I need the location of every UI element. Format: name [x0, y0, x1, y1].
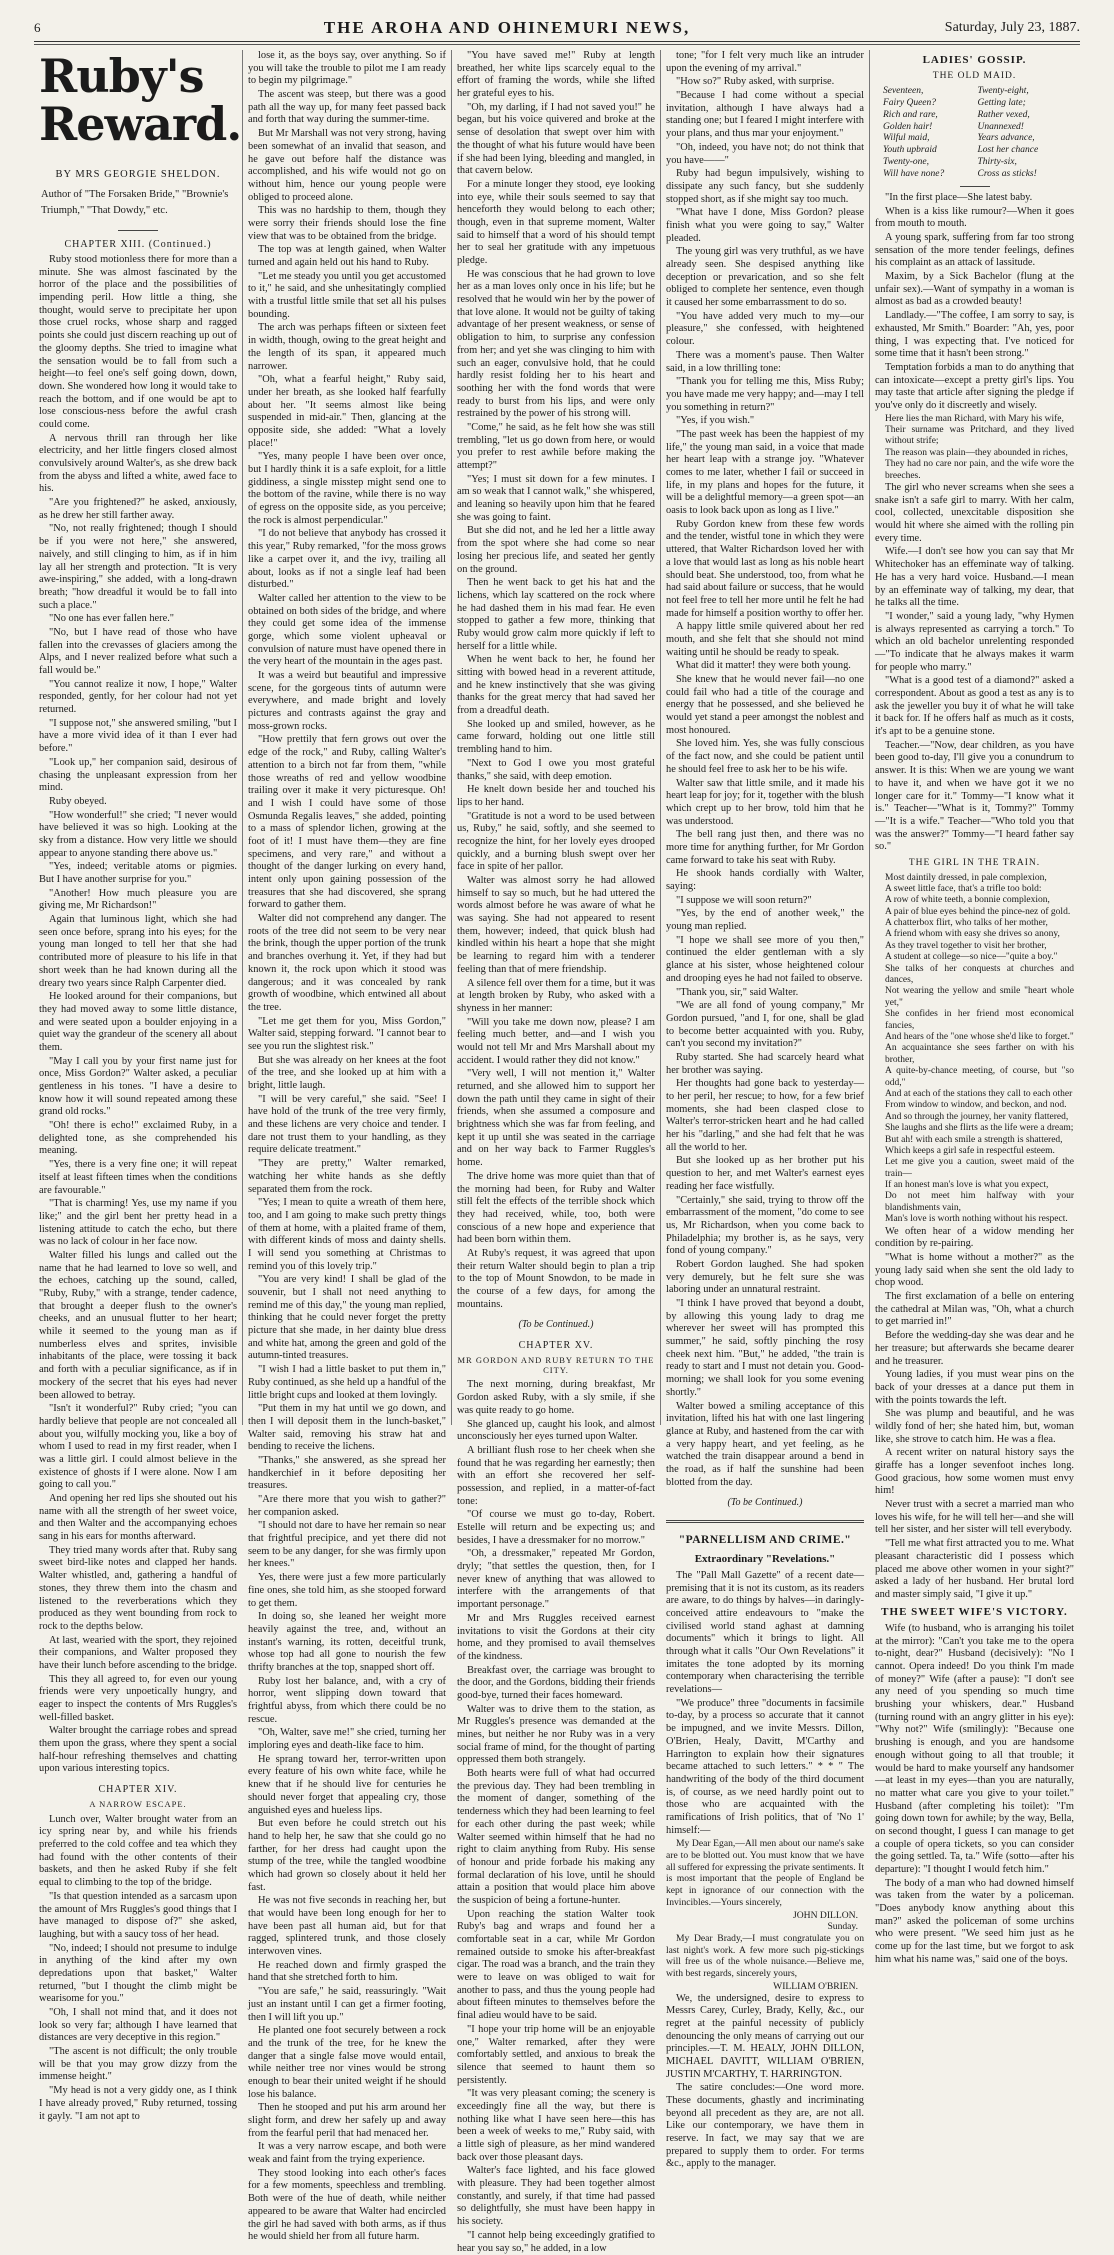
- verse-line: And so through the journey, her vanity flattered,: [885, 1111, 1069, 1122]
- paragraph: "Certainly," she said, trying to throw off the embarrassment of the moment, "do come to see us, Mr Richardson, when you come back to Philadelphia; my brother is, as he says, very fond of young company.": [666, 1194, 864, 1257]
- paragraph: When is a kiss like rumour?—When it goes from mouth to mouth.: [875, 205, 1074, 230]
- paragraph: "Yes, indeed; veritable atoms or pigmies. But I have another surprise for you.": [39, 861, 237, 886]
- paragraph: She was plump and beautiful, and he was wildly fond of her; she hated him, but, woman like, she strove to catch him. He was a flea.: [875, 1408, 1074, 1445]
- verse-line: Getting late;: [977, 97, 1026, 108]
- paragraph: "You are very kind! I shall be glad of the souvenir, but I shall not need anything to remind me of this day," the young man replied, thinking that he could never forget the pretty picture that she made, in her dainty blue dress and white hat, among the green and gold of the autumn-tinted treasures.: [248, 1274, 446, 1362]
- paragraph: "Yes, by the end of another week," the young man replied.: [666, 908, 864, 933]
- paragraph: Again that luminous light, which she had seen once before, sprang into his eyes; for the young man longed to tell her that she had contributed more of pleasure to his life in that short week than he had known during all the dreary two years since Ralph Carpenter died.: [39, 914, 237, 989]
- paragraph: At Ruby's request, it was agreed that upon their return Walter should begin to plan a trip to the top of Mount Snowdon, to be made in the course of a few days, for among the mountains.: [457, 1247, 655, 1310]
- paragraph: "Is that question intended as a sarcasm upon the amount of Mrs Ruggles's good things that I have managed to dispose of?" she asked, laughing, but with a saucy toss of her head.: [39, 1890, 237, 1940]
- verse-line: Here lies the man Richard, with Mary his wife,: [885, 413, 1064, 424]
- paragraph: But she did not, and he led her a little away from the spot where she had come so near losing her precious life, and seated her gently on the ground.: [457, 525, 655, 575]
- verse-line: If an honest man's love is what you expect,: [885, 1180, 1049, 1191]
- verse-line: And at each of the stations they call to each other: [885, 1088, 1073, 1099]
- paragraph: A happy little smile quivered about her red mouth, and she felt that she should not mind waiting until he should be ready to speak.: [666, 621, 864, 658]
- letter-text: My Dear Brady,—I must congratulate you on last night's work. A few more such pig-stickings will free us of the whole nuisance.—Believe me, with best regards, sincerely yours,: [666, 1932, 864, 1980]
- verse-line: Golden hair!: [883, 121, 933, 132]
- chapter-heading: CHAPTER XIII. (Continued.): [64, 238, 212, 250]
- paragraph: The drive home was more quiet than that of the morning had been, for Ruby and Walter still felt the effects of the terrible shock which they had received, while, too, both were conscious of a new hope and experience that had been born within them.: [457, 1170, 655, 1246]
- header-rule: [34, 44, 1080, 45]
- paragraph: Mr and Mrs Ruggles received earnest invitations to visit the Gordons at their city home, and they promised to avail themselves of the kindness.: [457, 1612, 655, 1662]
- paragraph: The ascent was steep, but there was a good path all the way up, for many feet passed back and forth that way during the summer-time.: [248, 89, 446, 126]
- paragraph: "Because I had come without a special invitation, although I have always had a standing one; but I feared I might interfere with your plans, and thus mar your enjoyment.": [666, 90, 864, 140]
- paragraph: The body of a man who had downed himself was taken from the water by a policeman. "Does anybody know anything about this man?" asked the policeman of some urchins who were present. "We seed him just as he come up for the last time, but we forgot to ask him what his name was," said one of the boys.: [875, 1877, 1074, 1965]
- verse-line: Fairy Queen?: [883, 97, 937, 108]
- paragraph: Walter's face lighted, and his face glowed with pleasure. They had been together almost constantly, and surely, if that time had passed so delightfully, she must have been happy in his society.: [457, 2165, 655, 2228]
- paragraph: This they all agreed to, for even our young friends were very unpoetically hungry, and eager to inspect the contents of Mrs Ruggles's well-filled basket.: [39, 1673, 237, 1723]
- paragraph: Ruby Gordon knew from these few words and the tender, wistful tone in which they were uttered, that Walter Richardson loved her with a love that would last as long as his noble heart should beat. She understood, too, from what he had said about failure or success, that he would not feel free to tell her more until he felt he had made for himself a position worthy to offer her.: [666, 518, 864, 619]
- paragraph: "I wish I had a little basket to put them in," Ruby continued, as she held up a handful of the little bright cups and looked at them lovingly.: [248, 1364, 446, 1401]
- paragraph: "The past week has been the happiest of my life," the young man said, in a voice that made her heart leap with a strange joy. "Whatever comes to me later, whether I fail or succeed in life, in my plans and hopes for the future, it will be a delightful memory—a green spot—an oasis to look back upon as long as I live.": [666, 428, 864, 517]
- paragraph: What did it matter! they were both young.: [676, 660, 851, 672]
- paragraph: But she was already on her knees at the foot of the tree, and she looked up at him with a bright, little laugh.: [248, 1054, 446, 1091]
- article-body: [666, 1993, 864, 2172]
- paragraph: Walter saw that little smile, and it made his heart leap for joy; for it, together with the blush which crept up to her brow, told him that he was understood.: [666, 777, 864, 827]
- paragraph: Upon reaching the station Walter took Ruby's bag and wraps and found her a comfortable seat in a car, while Mr Gordon remained outside to smoke his after-breakfast cigar. The road was a branch, and the train they were to leave on was obliged to wait for another to pass, and thus the young people had about fifteen minutes to themselves before the final adieu would have to be said.: [457, 1908, 655, 2022]
- paragraph: Teacher.—"Now, dear children, as you have been good to-day, I'll give you a conundrum to answer. It is this: When we are young we want to have it, and when we have got it we no longer care for it." Tommy—"I know what it is." Teacher—"What is it, Tommy?" Tommy—"It is a wife." Teacher—"Who told you that was the answer?" Tommy—"I heard father say so.": [875, 739, 1074, 853]
- to-be-continued: (To be Continued.): [727, 1497, 803, 1509]
- paragraph: He reached down and firmly grasped the hand that she stretched forth to him.: [248, 1959, 446, 1984]
- paragraph: "Yes, if you wish.": [676, 415, 755, 427]
- paragraph: It was a weird but beautiful and impressive scene, for the gorgeous tints of autumn were everywhere, and made bright and lovely pictures and contrasts against the gray and moss-grown rocks.: [248, 670, 446, 732]
- paragraph: "Let me get them for you, Miss Gordon," Walter said, stepping forward. "I cannot bear to see you run the slightest risk.": [248, 1015, 446, 1052]
- paragraph: Ruby lost her balance, and, with a cry of horror, went slipping down toward that frightful abyss, from which there could be no rescue.: [248, 1675, 446, 1725]
- paragraph: "Another! How much pleasure you are giving me, Mr Richardson!": [39, 887, 237, 912]
- article-body: [666, 1570, 864, 1837]
- paragraph: Breakfast over, the carriage was brought to the door, and the Gordons, bidding their friends good-bye, turned their faces homeward.: [457, 1664, 655, 1701]
- to-be-continued: (To be Continued.): [518, 1319, 594, 1331]
- paragraph: "Isn't it wonderful?" Ruby cried; "you can hardly believe that people are not concealed all about you, wilfully mocking you, like a boy of whom I used to read in my first reader, when I was a little girl. I could almost believe in the existence of ghosts if I were alone. Now I am going to call you.": [39, 1403, 237, 1491]
- paragraph: "Of course we must go to-day, Robert. Estelle will return and be expecting us; and besides, I have a dressmaker for no morrow.": [457, 1509, 655, 1546]
- paragraph: Walter was almost sorry he had allowed himself to say so much, but he had uttered the words almost before he was aware of what he was saying. She had not appeared to resent them, however; indeed, that quick blush had kindled within his heart a hope that she might be learning to regard him with a tenderer feeling than that of mere friendship.: [457, 875, 655, 975]
- paragraph: We often hear of a widow mending her condition by re-pairing.: [875, 1225, 1074, 1250]
- story-body: [666, 50, 864, 1489]
- paragraph: "No one has ever fallen here.": [49, 613, 175, 625]
- paragraph: "We produce" three "documents in facsimile to-day, by a process so accurate that it cannot be impugned, and we invite Messrs. Dillon, O'Brien, Healy, Davitt, M'Carthy and Harrington to explain how their signatures became attached to such letters." * * " The handwriting of the body of the third document is, of course, as we need hardly point out to those who are acquainted with the ramifications of Irish politics, that of 'No 1' himself:—: [666, 1697, 864, 1836]
- section-title: LADIES' GOSSIP.: [922, 54, 1027, 66]
- story-body: [248, 50, 446, 2244]
- verse-line: From window to window, and beckon, and nod.: [885, 1100, 1067, 1111]
- paragraph: "Very well, I will not mention it," Walter returned, and she allowed him to support her down the path until they came in sight of their friends, when she assumed a composure and brightness which she was far from feeling, and kept it up until she was seated in the carriage and on her way back to Farmer Ruggles's home.: [457, 1068, 655, 1169]
- paragraph: The next morning, during breakfast, Mr Gordon asked Ruby, with a sly smile, if she was quite ready to go home.: [457, 1379, 655, 1416]
- paragraph: We, the undersigned, desire to express to Messrs Carey, Curley, Brady, Kelly, &c., our regret at the painful necessity of publicly denouncing the only means of carrying out our principles.—T. M. HEALY, JOHN DILLON, MICHAEL DAVITT, WILLIAM O'BRIEN, JUSTIN M'CARTHY, T. HARRINGTON.: [666, 1992, 864, 2080]
- paragraph: Ruby had begun impulsively, wishing to dissipate any such fancy, but she suddenly stopped short, as if she might say too much.: [666, 168, 864, 205]
- letter-day: Sunday.: [827, 1921, 858, 1933]
- paragraph: "Put them in my hat until we go down, and then I will deposit them in the lunch-basket," Walter said, removing his straw hat and bending to receive the lichens.: [248, 1403, 446, 1453]
- verse-line: A friend whom with easy she drives so anony,: [885, 929, 1060, 940]
- paragraph: A nervous thrill ran through her like electricity, and her little fingers closed almost convulsively around Walter's, as she drew back from the abyss and lifted a white, awed face to his.: [39, 432, 237, 495]
- verse-line: Rather vexed,: [977, 109, 1030, 120]
- paragraph: tone; "for I felt very much like an intruder upon the evening of my arrival.": [666, 50, 864, 74]
- paragraph: "I suppose not," she answered smiling, "but I have a more vivid idea of it than I ever had before.": [39, 717, 237, 755]
- paragraph: When he went back to her, he found her sitting with bowed head in a reverent attitude, and he knew instinctively that she was giving thanks for the great mercy that had saved her from a dreadful death.: [457, 654, 655, 717]
- article-title: "PARNELLISM AND CRIME.": [678, 1533, 852, 1546]
- verse-line: Thirty-six,: [977, 157, 1017, 168]
- paragraph: The bell rang just then, and there was no more time for anything further, for Mr Gordon came forward to take his seat with Ruby.: [666, 829, 864, 866]
- paragraph: He looked around for their companions, but they had moved away to some little distance, and were seated upon a boulder enjoying in a quiet way the grandeur of the scenery all about them.: [39, 991, 237, 1053]
- verse-line: Youth upbraid: [883, 145, 937, 156]
- paragraph: A recent writer on natural history says the giraffe has a longer sevenfoot inches long. Good gracious, how some women must envy him!: [875, 1447, 1074, 1497]
- paragraph: The satire concludes:—One word more. These documents, ghastly and incriminating beyond all precedent as they are, are not all. Like our contemporary, we have them in reserve. In fact, we may say that we are prepared to supply them to order. For terms &c., apply to the manager.: [666, 2082, 864, 2170]
- paragraph: Walter brought the carriage robes and spread them upon the grass, where they spent a social half-hour refreshing themselves and chatting upon various interesting topics.: [39, 1725, 237, 1775]
- paragraph: She looked up and smiled, however, as he came forward, holding out one little still trembling hand to him.: [457, 718, 655, 756]
- paragraph: "Next to God I owe you most grateful thanks," she said, with deep emotion.: [457, 757, 655, 782]
- verse-line: They had no care nor pain, and the wife wore the breeches.: [885, 459, 1074, 481]
- paragraph: "Tell me what first attracted you to me. What pleasant characteristic did I possess which placed me above other women in your sight?" asked a lady of her husband. Her brutal lord and master simply said, "I give it up.": [875, 1538, 1074, 1600]
- paragraph: "You have added very much to my—our pleasure," she confessed, with heightened colour.: [666, 310, 864, 348]
- paragraph: "They are pretty," Walter remarked, watching her white hands as she deftly separated them from the rock.: [248, 1158, 446, 1195]
- story-body: [39, 1814, 237, 2124]
- verse-line: But ah! with each smile a strength is shattered,: [885, 1134, 1063, 1145]
- chapter-heading: CHAPTER XV.: [518, 1339, 594, 1351]
- paragraph: "No, indeed; I should not presume to indulge in anything of the kind after my own depredations upon that basket," Walter returned, "but I thought the climb might be wearisome for you.": [39, 1942, 237, 2005]
- paragraph: Walter called her attention to the view to be obtained on both sides of the bridge, and where they could get some idea of the immense gorge, which some violent upheaval or convulsion of nature must have opened there in the very heart of the mountain in the ages past.: [248, 592, 446, 668]
- verse-line: She laughs and she flirts as the life were a dream;: [885, 1123, 1074, 1134]
- paragraph: "Oh, indeed, you have not; do not think that you have——": [666, 141, 864, 166]
- paragraph: Landlady.—"The coffee, I am sorry to say, is exhausted, Mr Smith." Boarder: "Ah, yes, poor thing, I was expecting that. I've noticed for some time that it hasn't been strong.": [875, 310, 1074, 360]
- paragraph: "We are all fond of young company," Mr Gordon pursued, "and I, for one, shall be glad to become better acquainted with you. Ruby, can't you second my invitation?": [666, 1000, 864, 1050]
- paragraph: "What have I done, Miss Gordon? please finish what you were going to say," Walter pleaded.: [666, 207, 864, 244]
- column-5: [870, 50, 1079, 1965]
- paragraph: "I do not believe that anybody has crossed it this year," Ruby remarked, "for the moss grows like a carpet over it, and the ivy, trailing all about, looks as if not a single leaf had been disturbed.": [248, 528, 446, 591]
- verse-line: Not wearing the yellow and smile "heart whole yet,": [885, 986, 1074, 1008]
- paragraph: "In the first place—She latest baby.: [885, 191, 1033, 203]
- paragraph: "Yes, there is a very fine one; it will repeat itself at least fifteen times when the conditions are favourable.": [39, 1159, 237, 1196]
- paragraph: He knelt down beside her and touched his lips to her hand.: [457, 784, 655, 808]
- paragraph: Lunch over, Walter brought water from an icy spring near by, and while his friends preferred to the cold coffee and tea which they had found with the other contents of their baskets, and then he asked Ruby if she felt equal to climbing to the top of the bridge.: [39, 1813, 237, 1889]
- paragraph: "My head is not a very giddy one, as I think I have already proved," Ruby returned, tossing it gayly. "I am not apt to: [39, 2085, 237, 2122]
- page-header: [34, 14, 1080, 42]
- article-subtitle: Extraordinary "Revelations.": [694, 1552, 836, 1565]
- paragraph: Walter filled his lungs and called out the name that he had learned to love so well, and the echoes, catching up the sound, called, "Ruby, Ruby," with a strange, tender cadence, that brought a deeper flush to the owner's cheeks, and an unusual flutter to her heart; while it seemed to the young man as if numberless elves and sprites, invisible inhabitants of the place, were tossing it back and forth with a peculiar significance, as if in mockery of the secret that his eyes had never been allowed to betray.: [39, 1249, 237, 1401]
- poem-title: THE OLD MAID.: [932, 71, 1017, 82]
- paragraph: "Thank you, sir," said Walter.: [676, 986, 799, 998]
- paragraph: "How so?" Ruby asked, with surprise.: [676, 76, 835, 88]
- verse-line: A row of white teeth, a bonnie complexion,: [885, 895, 1050, 906]
- verse-line: Seventeen,: [883, 85, 924, 96]
- verse-line: She confides in her friend most economical fancies,: [885, 1009, 1074, 1031]
- paragraph: "Look up," her companion said, desirous of chasing the unpleasant expression from her mind.: [39, 756, 237, 794]
- paragraph: Then he stooped and put his arm around her slight form, and drew her safely up and away from the fearful peril that had menaced her.: [248, 2102, 446, 2139]
- paragraph: "Oh, I shall not mind that, and it does not look so very far; although I have learned that distances are very deceptive in this region.": [39, 2007, 237, 2044]
- paragraph: "The ascent is not difficult; the only trouble will be that you may grow dizzy from the immense height.": [39, 2046, 237, 2083]
- gossip-items: [875, 1226, 1074, 1602]
- section-title: THE SWEET WIFE'S VICTORY.: [881, 1605, 1068, 1618]
- newspaper-columns: [34, 49, 1080, 2254]
- paragraph: He shook hands cordially with Walter, saying:: [666, 868, 864, 892]
- verse-line: Lost her chance: [977, 145, 1039, 156]
- verse-line: She talks of her conquests at churches and dances,: [885, 963, 1074, 986]
- verse-line: A quite-by-chance meeting, of course, but "so odd,": [885, 1066, 1074, 1088]
- letter-text: My Dear Egan,—All men about our name's sake are to be blotted out. You must know that we have all suffered for expressing the private sentiments. It is most important that the people of England be kept in ignorance of our connection with the Invincibles.—Yours sincerely,: [666, 1838, 864, 1908]
- verse-line: As they travel together to visit her brother,: [885, 940, 1047, 951]
- paragraph: "I hope your trip home will be an enjoyable one," Walter remarked, after they were comfortably settled, and anxious to break the silence that seemed to haunt them so persistently.: [457, 2023, 655, 2086]
- paragraph: "Yes; I mean to quite a wreath of them here, too, and I am going to make such pretty things of them at home, with a plaited frame of them, with different kinds of moss and dainty shells. I will send you something at Christmas to remind you of this lovely trip.": [248, 1197, 446, 1272]
- paragraph: "What is home without a mother?" as the young lady said when she sent the old lady to chop wood.: [875, 1252, 1074, 1289]
- paragraph: "What is a good test of a diamond?" asked a correspondent. About as good a test as any is to ask the jeweller you buy it of what he will take it back for. If he offers half as much as it costs, it's apt to be a genuine stone.: [875, 675, 1074, 738]
- paragraph: A young spark, suffering from far too strong sensation of the more tender feelings, defines his complaint as an attack of lassitude.: [875, 232, 1074, 269]
- paragraph: Yes, there were just a few more particularly fine ones, she told him, as she stooped forward to get them.: [248, 1572, 446, 1609]
- verse-line: Man's love is worth nothing without his respect.: [885, 1214, 1068, 1225]
- paragraph: And opening her red lips she shouted out his name with all the strength of her sweet voice, and then Walter and the accompanying echoes sang in his ears for months afterward.: [39, 1493, 237, 1543]
- gossip-items: [875, 482, 1074, 854]
- paragraph: But she looked up as her brother put his question to her, and met Walter's earnest eyes reading her face wistfully.: [666, 1155, 864, 1192]
- paragraph: Maxim, by a Sick Bachelor (flung at the unfair sex).—Want of sympathy in a woman is almost as bad as a crowded beauty!: [875, 271, 1074, 308]
- letter-signature: WILLIAM O'BRIEN.: [773, 1980, 858, 1992]
- paragraph: Wife (to husband, who is arranging his toilet at the mirror): "Can't you take me to the opera to-night, dear?" Husband (decisively): "No I cannot. Opera indeed! Do you think I'm made of money?" Wife (after a pause): "I don't see any need of you spending so much time brushing your whiskers, dear." Husband (turning round with an angry glitter in his eye): "Why not?" Wife (smilingly): "Because one brushing is enough, and you are handsome enough without going to all that trouble; it would be hard to make yourself any handsomer—at least in my eyes—than you are naturally, no matter what care you give to your toilet." Husband (after completing his toilet): "I'm going down town for awhile; by the way, Bella, on second thought, I guess I can manage to get a couple of opera tickets, so you can consider the going settled. Ta, ta." Wife (sotto—after his departure): "I thought I would fetch him.": [875, 1622, 1074, 1876]
- column-2: [243, 50, 452, 2243]
- paragraph: "I think I have proved that beyond a doubt, by allowing this young lady to drag me wherever her sweet will has prompted this summer," he said, softly pinching the rosy cheek next him. "But," he added, "the train is ready to start and I must not detain you. Good-morning; we shall look for you some evening shortly.": [666, 1298, 864, 1398]
- verse-line: Wilful maid,: [883, 133, 930, 144]
- paragraph: "You cannot realize it now, I hope," Walter responded, gently, for her colour had not yet returned.: [39, 678, 237, 716]
- paragraph: "You are safe," he said, reassuringly. "Wait just an instant until I can get a firmer footing, then I will lift you up.": [248, 1986, 446, 2023]
- chapter-subheading: A NARROW ESCAPE.: [89, 1799, 187, 1810]
- page-number: 6: [34, 19, 41, 35]
- paragraph: "How wonderful!" she cried; "I never would have believed it was so high. Looking at the sky from a distance. How very little we should appear to anyone standing there above us.": [39, 809, 237, 859]
- paragraph: "Let me steady you until you get accustomed to it," he said, and she unhesitatingly complied with a trustful little smile that set all his pulses bounding.: [248, 270, 446, 320]
- paragraph: "I should not dare to have her remain so near that frightful precipice, and yet there did not seem to be any danger, for she was firmly upon her knees.": [248, 1520, 446, 1570]
- paragraph: "Oh, a dressmaker," repeated Mr Gordon, dryly; "that settles the question, then, for I never knew of anything that was allowed to interfere with the arrangements of that important personage.": [457, 1548, 655, 1611]
- paragraph: She knew that he would never fail—no one could fail who had a title of the courage and energy that he possessed, and she believed he would yet stand a peer amongst the noblest and most honoured.: [666, 674, 864, 736]
- paragraph: Ruby stood motionless there for more than a minute. She was almost fascinated by the horror of the place and the possibilities of impending peril. How little a thing, she thought, would serve to precipitate her upon those cruel rocks, whose sharp and ragged points she could just discern reaching up out of the gloomy depths. She tried to imagine what the sensation would be to fall from such a height—to feel one's self going down, down, down. She wondered how long it would take to reach the bottom, and if one would be apt to lose conscious-ness before the awful crash could come.: [39, 254, 237, 430]
- paragraph: Walter did not comprehend any danger. The roots of the tree did not seem to be very near the brink, though the upper portion of the trunk and branches overhung it. Yet, if they had but known it, the rock upon which it stood was dangerous; and it was concealed by rank growth of woodbine, which entwined all about the tree.: [248, 913, 446, 1013]
- verse-line: Will have none?: [883, 169, 945, 180]
- article-divider: [666, 1520, 864, 1523]
- paragraph: She glanced up, caught his look, and almost unconsciously her eyes turned upon Walter.: [457, 1418, 655, 1443]
- paragraph: Then he went back to get his hat and the lichens, which lay scattered on the rock where he had dashed them in his mad fear. He even stopped to gather a few more, thinking that Ruby would grow calm more quickly if left to herself for a little while.: [457, 577, 655, 652]
- paragraph: For a minute longer they stood, eye looking into eye, while their souls seemed to say that henceforth they would belong to each other; though, even in that supreme moment, Walter said to himself that a word of his should tempt her to seal her gratitude with any impetuous pledge.: [457, 178, 655, 266]
- paragraph: At last, wearied with the sport, they rejoined their companions, and Walter proposed they have their lunch before ascending to the bridge.: [39, 1634, 237, 1671]
- paragraph: They tried many words after that. Ruby sang sweet bird-like notes and clapped her hands. Walter whistled, and, gathering a handful of stones, they threw them into the chasm and listened to the reverberations which they produced as they went bounding from rock to rock to the depths below.: [39, 1544, 237, 1632]
- chapter-heading: CHAPTER XIV.: [98, 1784, 178, 1796]
- story-body: [457, 1379, 655, 2255]
- paragraph: "I suppose we will soon return?": [676, 894, 812, 906]
- paragraph: "I hope we shall see more of you then," continued the elder gentleman with a sly glance at his sister, whose heightened colour and drooping eyes he had not failed to observe.: [666, 934, 864, 984]
- paragraph: "I wonder," said a young lady, "why Hymen is always represented as carrying a torch." To which an old bachelor unrelenting responded—"To indicate that he always makes it warm for people who marry.": [875, 610, 1074, 673]
- paragraph: "Thanks," she answered, as she spread her handkerchief in it before depositing her treasures.: [248, 1454, 446, 1492]
- paragraph: lose it, as the boys say, over anything. So if you will take the trouble to pilot me I am ready to begin my pilgrimage.": [248, 50, 446, 87]
- paragraph: "Are there more that you wish to gather?" her companion asked.: [248, 1494, 446, 1518]
- paragraph: She loved him. Yes, she was fully conscious of the fact now, and she could be patient until he should feel free to ask her to be his wife.: [666, 738, 864, 775]
- paragraph: The first exclamation of a belle on entering the cathedral at Milan was, "Oh, what a church to get married in!": [875, 1291, 1074, 1328]
- paragraph: "Gratitude is not a word to be used between us, Ruby," he said, softly, and she seemed to recognize the hint, for her lovely eyes drooped quickly, and a burning blush swept over her face in spite of her pallor.: [457, 810, 655, 873]
- paragraph: Both hearts were full of what had occurred the previous day. They had been trembling in the moment of danger, something of the tenderness which they had been learning to feel for each other during the past week; while Walter seemed within himself that he had no right to claim anything from Ruby. His sense of honour and pride forbade his making any formal declaration of his love, until he should attain a position that would place him above the suspicion of being a fortune-hunter.: [457, 1768, 655, 1906]
- paragraph: "Yes; I must sit down for a few minutes. I am so weak that I cannot walk," she whispered, and leaning so heavily upon him that he feared she was going to faint.: [457, 473, 655, 523]
- paragraph: "Come," he said, as he felt how she was still trembling, "let us go down from here, or would you prefer to rest awhile before making the attempt?": [457, 421, 655, 471]
- paragraph: Wife.—I don't see how you can say that Mr Whitechoker has an effeminate way of talking. He has a very hard voice. Husband.—I mean by an effeminate way of talking, my dear, that he talks all the time.: [875, 546, 1074, 609]
- author-works: Author of "The Forsaken Bride," "Brownie's Triumph," "That Dowdy," etc.: [41, 189, 229, 216]
- paragraph: Robert Gordon laughed. She had spoken very demurely, but he felt sure she was laboring under an unnatural restraint.: [666, 1258, 864, 1296]
- paragraph: "Oh, what a fearful height," Ruby said, under her breath, as she looked half fearfully about her. "It seems almost like being suspended in mid-air." Then, glancing at the opposite side, she added: "What a lovely place!": [248, 374, 446, 449]
- verse-line: Let me give you a caution, sweet maid of the train—: [885, 1157, 1074, 1179]
- paragraph: "It was very pleasant coming; the scenery is exceedingly fine all the way, but there is nothing like what I have seen here—this has been a week of weeks to me," Ruby said, with a little sigh of pleasure, as her mind wandered back over those pleasant days.: [457, 2088, 655, 2163]
- gossip-items: [875, 1623, 1074, 1967]
- paragraph: The girl who never screams when she sees a snake isn't a safe girl to marry. With her calm, cool, collected, unexcitable disposition she would hit where she aimed with the rolling pin every time.: [875, 482, 1074, 544]
- paragraph: "I will be very careful," she said. "See! I have hold of the trunk of the tree very firmly, and these lichens are very choice and tender. I dare not trust them to your handling, as they require delicate treatment.": [248, 1093, 446, 1156]
- separator: [960, 186, 990, 187]
- paragraph: "Oh! there is echo!" exclaimed Ruby, in a delighted tone, as she comprehended his meaning.: [39, 1120, 237, 1157]
- column-4: [661, 50, 870, 2170]
- verse-line: Years advance,: [977, 133, 1035, 144]
- masthead: THE AROHA AND OHINEMURI NEWS,: [323, 17, 691, 37]
- paragraph: But Mr Marshall was not very strong, having been somewhat of an invalid that season, and he gave out before half the distance was accomplished, and his wife would not go on without him, hence our young people were obliged to proceed alone.: [248, 128, 446, 203]
- verse-line: Their surname was Pritchard, and they lived without strife;: [885, 425, 1074, 447]
- verse-line: An acquaintance she sees farther on with his brother,: [885, 1043, 1074, 1065]
- paragraph: "I cannot help being exceedingly gratified to hear you say so," he added, in a low: [457, 2229, 655, 2254]
- verse-line: A chatterbox flirt, who talks of her mother,: [885, 918, 1048, 929]
- paragraph: There was a moment's pause. Then Walter said, in a low thrilling tone:: [666, 349, 864, 374]
- paragraph: He was not five seconds in reaching her, but that would have been long enough for her to have been past all human aid, but for that ragged, splintered trunk, and those closely interwoven vines.: [248, 1895, 446, 1958]
- paragraph: In doing so, she leaned her weight more heavily against the tree, and, without an instant's warning, its rotten, deceitful trunk, whose top had all gone to nourish the few thrifty branches at the top, snapped short off.: [248, 1611, 446, 1673]
- paragraph: Temptation forbids a man to do anything that can intoxicate—except a pretty girl's lips. You may taste that article after signing the pledge if you've only do it discreetly and wisely.: [875, 361, 1074, 411]
- verse-line: The reason was plain—they abounded in riches,: [885, 447, 1068, 458]
- paragraph: He sprang toward her, terror-written upon every feature of his own white face, while he knew that if he should live for centuries he should never forget that appealing cry, those anguished eyes and hueless lips.: [248, 1753, 446, 1816]
- paragraph: The "Pall Mall Gazette" of a recent date—premising that it is not its custom, as its readers are aware, to do things by halves—in daringly-conceived attire endeavours to "make the civilised world stand aghast at damning documents" which it brings to light. All through what it calls "Our Own Revelations" it imitates the tone adopted by its morning contemporary when characterising the terrible revelations—: [666, 1569, 864, 1696]
- verse-line: And hears of the "one whose she'd like to forget.": [885, 1032, 1074, 1042]
- paragraph: The young girl was very truthful, as we have already seen. She despised anything like deception or prevarication, and so she felt obliged to complete her sentence, even though it caused her some embarrassment to do so.: [666, 246, 864, 309]
- paragraph: A silence fell over them for a time, but it was at length broken by Ruby, who asked with a shyness in her manner:: [457, 977, 655, 1014]
- verse-line: Rich and rare,: [883, 109, 938, 120]
- story-byline: BY MRS GEORGIE SHELDON.: [55, 168, 221, 180]
- chapter-subheading: MR GORDON AND RUBY RETURN TO THE CITY.: [457, 1354, 655, 1376]
- verse: [875, 873, 1074, 1226]
- verse-line: A sweet little face, that's a trifle too bold:: [885, 883, 1042, 894]
- paragraph: "Will you take me down now, please? I am feeling much better, and—and I wish you would not tell Mr and Mrs Marshall about my accident. I would rather they did not know.": [457, 1016, 655, 1066]
- verse-line: Unannexed!: [977, 121, 1024, 132]
- paragraph: "No, not really frightened; though I should be if you were not here," she answered, naively, and still clinging to him, as if in him lay all her strength and protection. "It is very awe-inspiring," she added, with a long-drawn breath; "how dreadful it would be to fall into such a place.": [39, 523, 237, 611]
- verse-line: Do not meet him halfway with your blandishments vain,: [885, 1191, 1074, 1213]
- paragraph: But even before he could stretch out his hand to help her, he saw that she could go no farther, for her dress had caught upon the stump of the tree, while the tangled woodbine which had grown so closely about it held her fast.: [248, 1818, 446, 1893]
- verse-line: Most daintily dressed, in pale complexion,: [885, 872, 1047, 883]
- paragraph: Before the wedding-day she was dear and he her treasure; but afterwards she became dearer and he treasurer.: [875, 1330, 1074, 1367]
- paragraph: "You have saved me!" Ruby at length breathed, her white lips scarcely equal to the effort of framing the words, while she lifted her grateful eyes to his.: [457, 50, 655, 100]
- paragraph: "That is charming! Yes, use my name if you like;" and the girl bent her pretty head in a listening attitude to catch the echo, but there was no lack of colour in her face now.: [39, 1198, 237, 1248]
- paragraph: The top was at length gained, when Walter turned and again held out his hand to Ruby.: [248, 244, 446, 268]
- paragraph: "May I call you by your first name just for once, Miss Gordon?" Walter asked, a peculiar gentleness in his tones. "I have a desire to know how it will sound repeated among these grand old rocks.": [39, 1055, 237, 1118]
- paragraph: He was conscious that he had grown to love her as a man loves only once in his life; but he resolved that he would win her by the power of that love alone. It would not be guilty of taking advantage of her present weakness, or sense of obligation to him, to surprise any confession from her; and yet she was clinging to him with such an eager, convulsive hold, that he could hardly resist folding her to his heart and soothing her with the fond words that were ready to burst from his lips, and were only restrained by the power of his strong will.: [457, 268, 655, 420]
- paragraph: Walter bowed a smiling acceptance of this invitation, lifted his hat with one last lingering glance at Ruby, and hastened from the car with a very happy heart, and yet feeling, as he watched the train disappear around a bend in the road, as if half the sunshine had been blotted from the day.: [666, 1400, 864, 1488]
- paragraph: Walter was to drive them to the station, as Mr Ruggles's presence was demanded at the mines, but neither he nor Ruby was in a very social frame of mind, for the thought of parting oppressed them both strangely.: [457, 1703, 655, 1766]
- paragraph: "Yes, many people I have been over once, but I hardly think it is a safe exploit, for a little giddiness, a single misstep might send one to the bottom of the ravine, while there is no way of egress on the opposite side, as you perceive; the rock is almost perpendicular.": [248, 451, 446, 526]
- verse-line: Which keeps a girl safe in respectful esteem.: [885, 1145, 1055, 1156]
- paragraph: They stood looking into each other's faces for a few moments, speechless and trembling. Both were of the hue of death, while neither appeared to be aware that Walter had encircled the girl he had saved with both arms, as if thus he would shield her from all future harm.: [248, 2167, 446, 2243]
- verse-line: Cross as sticks!: [977, 169, 1037, 180]
- verse-line: Twenty-one,: [883, 157, 929, 168]
- paragraph: Her thoughts had gone back to yesterday—to her peril, her rescue; to how, for a few brief moments, she had been clasped close to Walter's terror-stricken heart and he had called her his "darling," and she had felt that he was all the world to her.: [666, 1078, 864, 1153]
- paragraph: "Oh, Walter, save me!" she cried, turning her imploring eyes and death-like face to him.: [248, 1727, 446, 1752]
- verse-line: A pair of blue eyes behind the pince-nez of gold.: [885, 906, 1071, 917]
- paragraph: "No, but I have read of those who have fallen into the crevasses of glaciers among the Alps, and I never realized before what such a fall would be.": [39, 626, 237, 677]
- paragraph: Never trust with a secret a married man who loves his wife, for he will tell her—and she will tell her sister, and her sister will tell everybody.: [875, 1499, 1074, 1536]
- verse-line: A student at college—so nice—"quite a boy.": [885, 952, 1058, 963]
- separator: [118, 230, 158, 231]
- paragraph: "Thank you for telling me this, Miss Ruby; you have made me very happy; and—may I tell you something in return?": [666, 376, 864, 413]
- story-body: [39, 254, 237, 1776]
- paragraph: Young ladies, if you must wear pins on the back of your dresses at a dance put them in with the points towards the left.: [875, 1369, 1074, 1406]
- paragraph: He planted one foot securely between a rock and the trunk of the tree, for he knew the danger that a single false move would entail, while neither tree nor vines would be strong enough to bear their united weight if he should lose his balance.: [248, 2025, 446, 2100]
- gossip-items: [875, 192, 1074, 413]
- paragraph: A brilliant flush rose to her cheek when she found that he was regarding her earnestly; then with an effort she recovered her self-possession, and replied, in a matter-of-fact tone:: [457, 1444, 655, 1507]
- paragraph: "Oh, my darling, if I had not saved you!" he began, but his voice quivered and broke at the sense of desolation that swept over him with the thought of what his future would have been if she had been lying, bleeding and mangled, in that cavern below.: [457, 101, 655, 177]
- paragraph: It was a very narrow escape, and both were weak and faint from the trying experience.: [248, 2141, 446, 2166]
- column-1: [34, 49, 243, 2122]
- verse: [875, 414, 1074, 482]
- paragraph: Ruby obeyed.: [49, 795, 107, 807]
- issue-date: Saturday, July 23, 1887.: [944, 19, 1080, 35]
- paragraph: "Are you frightened?" he asked, anxiously, as he drew her still farther away.: [39, 497, 237, 521]
- verse-title: THE GIRL IN THE TRAIN.: [908, 857, 1041, 868]
- paragraph: The arch was perhaps fifteen or sixteen feet in width, though, owing to the great height and the length of its span, it appeared much narrower.: [248, 322, 446, 372]
- letter-signature: JOHN DILLON.: [792, 1909, 858, 1921]
- poem: [875, 86, 1074, 181]
- verse-line: Twenty-eight,: [977, 85, 1029, 96]
- story-title: Ruby's Reward.: [39, 49, 242, 152]
- paragraph: This was no hardship to them, though they were sorry their friends should lose the fine view that was to be obtained from the bridge.: [248, 205, 446, 242]
- story-body: [457, 50, 655, 1311]
- column-3: [452, 50, 661, 2254]
- paragraph: Ruby started. She had scarcely heard what her brother was saying.: [666, 1051, 864, 1076]
- paragraph: "How prettily that fern grows out over the edge of the rock," and Ruby, calling Walter's attention to a birch not far from them, "while those wreaths of red and yellow woodbine trailing over it make it very picturesque. Oh! and I wish I could have some of those Osmunda Regalis leaves," she added, pointing to a mass of splendor lichen, growing at the foot of it! I must have them—they are fine specimens, and very rare," and without a thought of the danger lurking on every hand, intent only upon gaining possession of the treasures that she had discovered, she sprang forward to gather them.: [248, 734, 446, 911]
